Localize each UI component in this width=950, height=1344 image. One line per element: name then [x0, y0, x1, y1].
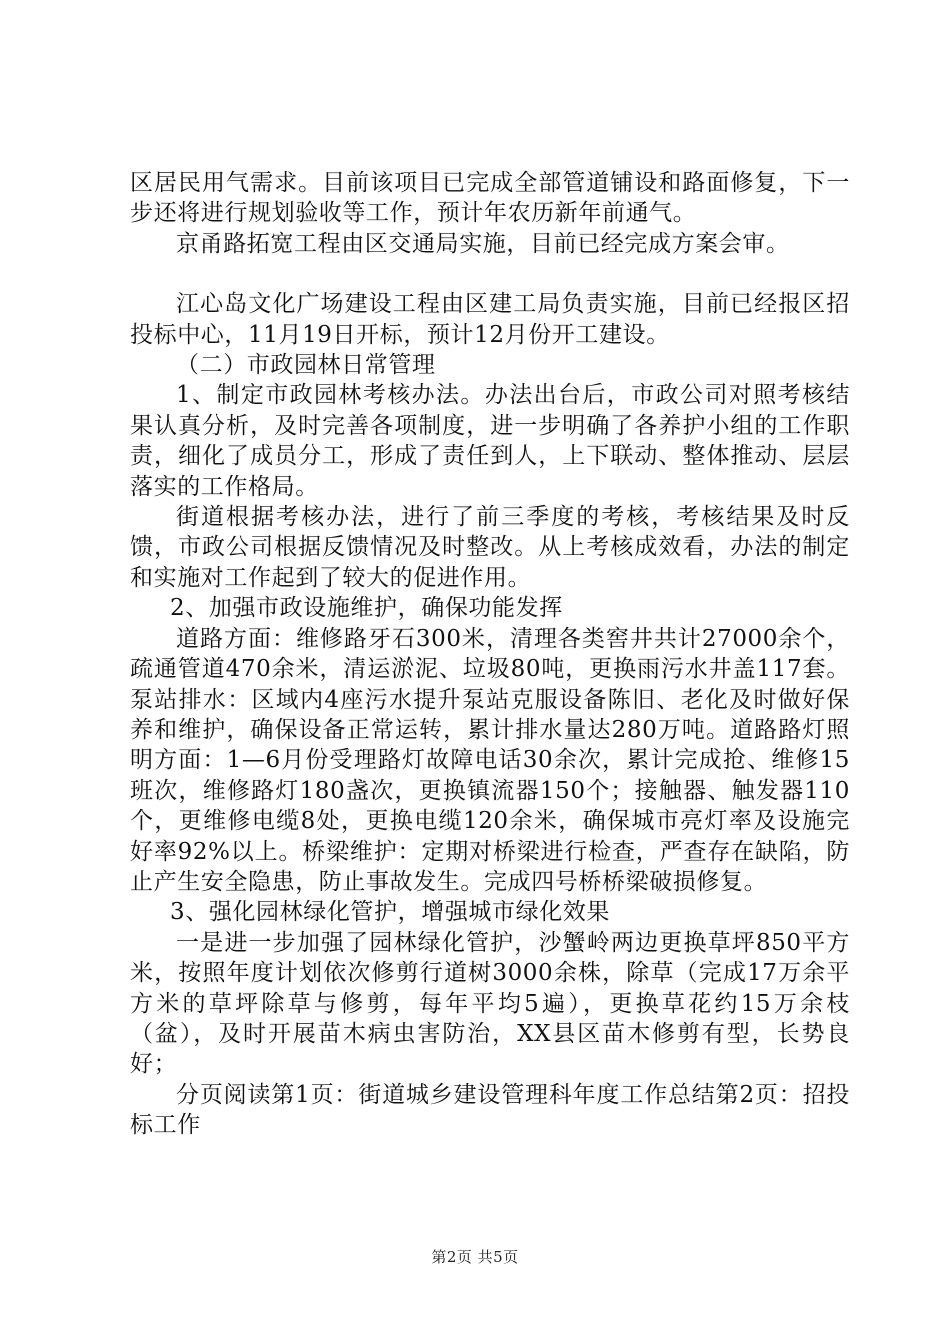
paragraph-culture-square: 江心岛文化广场建设工程由区建工局负责实施，目前已经报区招投标中心，11月19日开标，预计12月份开工建设。: [130, 291, 850, 348]
paragraph-page-reading-link: 分页阅读第1页：街道城乡建设管理科年度工作总结第2页：招投标工作: [130, 1081, 850, 1139]
paragraph-assessment-results: 街道根据考核办法，进行了前三季度的考核，考核结果及时反馈，市政公司根据反馈情况及时整改。从上考核成效看，办法的制定和实施对工作起到了较大的促进作用。: [130, 504, 850, 591]
page-number-footer: 第2页 共5页: [431, 1248, 519, 1266]
paragraph-road-maintenance: 道路方面：维修路牙石300米，清理各类窖井共计27000余个，疏通管道470余米，清运淤泥、垃圾80吨，更换雨污水井盖117套。泵站排水：区域内4座污水提升泵站克服设备陈旧、老化及时做好保养和维护，确保设备正常运转，累计排水量达280万吨。道路路灯照明方面：1—6月份受理路灯故障电话30余次，累计完成抢、维修15班次，维修路灯180盏次，更换镇流器150个；接触器、触发器110个，更维修电缆8处，更换电缆120余米，确保城市亮灯率及设施完好率92%以上。桥梁维护：定期对桥梁进行检查，严查存在缺陷，防止产生安全隐患，防止事故发生。完成四号桥桥梁破损修复。: [130, 625, 850, 895]
document-body: [130, 168, 850, 1141]
subheading-greening-management: 3、强化园林绿化管护，增强城市绿化效果: [170, 899, 611, 926]
paragraph-gas-supply: 区居民用气需求。目前该项目已完成全部管道铺设和路面修复，下一步还将进行规划验收等工作，预计年农历新年前通气。: [130, 170, 850, 227]
paragraph-assessment-method: 1、制定市政园林考核办法。办法出台后，市政公司对照考核结果认真分析，及时完善各项制度，进一步明确了各养护小组的工作职责，细化了成员分工，形成了责任到人，上下联动、整体推动、层层落实的工作格局。: [130, 382, 850, 500]
section-heading-municipal-management: （二）市政园林日常管理: [176, 352, 436, 379]
subheading-facility-maintenance: 2、加强市政设施维护，确保功能发挥: [170, 595, 563, 622]
paragraph-road-widening: 京甬路拓宽工程由区交通局实施，目前已经完成方案会审。: [176, 230, 790, 257]
paragraph-greening-details: 一是进一步加强了园林绿化管护，沙蟹岭两边更换草坪850平方米，按照年度计划依次修剪行道树3000余株，除草（完成17万余平方米的草坪除草与修剪，每年平均5遍），更换草花约15万余枝（盆），及时开展苗木病虫害防治，XX县区苗木修剪有型，长势良好；: [130, 929, 850, 1078]
